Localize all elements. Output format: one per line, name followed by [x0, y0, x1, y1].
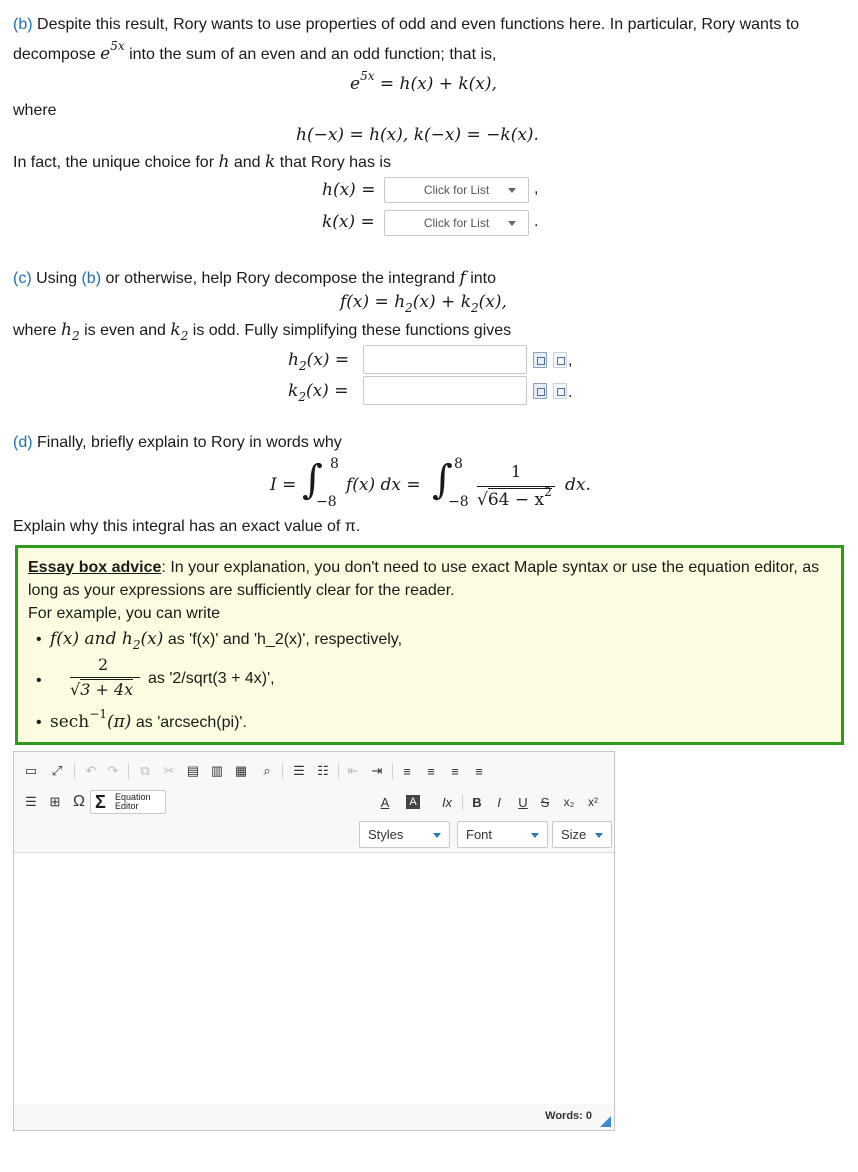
- h2-answer-input[interactable]: [363, 345, 527, 374]
- cut-icon[interactable]: ✂: [163, 763, 175, 778]
- advice-line2: long as your expressions are sufficiently clear for the reader.: [28, 582, 455, 599]
- decomposition-equation: [350, 69, 497, 94]
- bullet-dot: •: [36, 672, 42, 689]
- advice-bullet-1: [28, 625, 831, 653]
- size-dropdown[interactable]: [552, 821, 612, 848]
- k2-symbol: [170, 320, 189, 343]
- b1-text: as 'f(x)' and 'h_2(x)', respectively,: [167, 631, 403, 648]
- h2-punct: ,: [568, 352, 573, 369]
- lower-limit-1: −8: [316, 494, 337, 510]
- find-icon[interactable]: ⌕: [263, 763, 271, 778]
- separator: [462, 794, 463, 810]
- underline-button[interactable]: U: [518, 794, 528, 810]
- integrand-decomposition: [340, 292, 507, 315]
- f-eq-end: (x),: [478, 292, 507, 312]
- upper-limit-1: 8: [330, 456, 339, 472]
- fact-h: h: [218, 152, 230, 172]
- part-b-intro-post: into the sum of an even and an odd function; that is,: [129, 46, 497, 63]
- redo-icon[interactable]: ↷: [107, 763, 119, 778]
- part-b-intro-line2: [13, 39, 497, 64]
- background-color-button[interactable]: A: [406, 795, 420, 809]
- part-b-decompose-word: decompose: [13, 46, 96, 63]
- denom-exp: 2: [544, 485, 552, 499]
- chevron-down-icon: [433, 833, 441, 838]
- k2-label: [288, 381, 349, 404]
- b2-numerator: 2: [98, 655, 109, 674]
- part-d-label: (d): [13, 434, 33, 451]
- separator: [128, 763, 129, 779]
- sigma-icon: Σ: [95, 792, 106, 812]
- parity-properties: h(−x) = h(x), k(−x) = −k(x).: [296, 125, 539, 145]
- where-pre: where: [13, 322, 57, 339]
- eq-rhs: = h(x) + k(x),: [374, 74, 497, 94]
- h-choice-dropdown[interactable]: [384, 177, 529, 203]
- h2-label: [288, 350, 350, 373]
- b2-den-text: 3 + 4x: [80, 680, 134, 699]
- h2-label-letter: h: [288, 350, 299, 370]
- part-d-text: Finally, briefly explain to Rory in words why: [37, 434, 342, 451]
- maximize-icon[interactable]: ⤢: [51, 763, 63, 778]
- b3-text: as 'arcsech(pi)'.: [135, 714, 247, 731]
- b1-math-end: (x): [140, 629, 164, 649]
- styles-dropdown[interactable]: [359, 821, 450, 848]
- k2-label-end: (x) =: [305, 381, 349, 401]
- b2-denominator: [70, 678, 133, 701]
- source-icon[interactable]: ▭: [24, 763, 38, 778]
- font-color-button[interactable]: A: [380, 794, 390, 810]
- strikethrough-button[interactable]: S: [540, 794, 550, 810]
- k-dropdown-text: Click for List: [423, 216, 490, 230]
- fact-k: k: [265, 152, 276, 172]
- integral-I-label: I =: [270, 475, 297, 495]
- f-eq: f(x) = h: [340, 292, 406, 312]
- preview-icon[interactable]: [533, 383, 547, 399]
- b1-sub: 2: [132, 638, 141, 652]
- b1-math: f(x) and h: [50, 629, 133, 649]
- h-label: h(x) =: [322, 180, 376, 200]
- outdent-icon[interactable]: ⇤: [347, 763, 359, 778]
- k2-answer-input[interactable]: [363, 376, 527, 405]
- equation-editor-label1: Equation: [115, 792, 151, 802]
- subscript-button[interactable]: x₂: [563, 795, 575, 809]
- advice-line1: [28, 556, 831, 579]
- bullet-dot: •: [36, 631, 42, 648]
- f-eq-mid: (x) + k: [412, 292, 472, 312]
- upper-limit-2: 8: [454, 456, 463, 472]
- chevron-down-icon: [508, 221, 516, 226]
- resize-handle-icon[interactable]: [600, 1116, 611, 1127]
- preview-icon[interactable]: [533, 352, 547, 368]
- part-c-into: into: [470, 270, 497, 287]
- k-punct: .: [534, 213, 539, 230]
- eq-exp-power: 5x: [360, 69, 375, 83]
- copy-icon[interactable]: ⧉: [140, 763, 150, 778]
- font-dropdown[interactable]: [457, 821, 548, 848]
- k2-sub: 2: [471, 301, 479, 315]
- where-text: where: [13, 102, 57, 119]
- denom-text: 64 − x: [487, 490, 545, 510]
- odd-text: is odd. Fully simplifying these functions gives: [192, 322, 512, 339]
- lower-limit-2: −8: [448, 494, 469, 510]
- indent-icon[interactable]: ⇥: [371, 763, 383, 778]
- bold-button[interactable]: B: [472, 794, 482, 810]
- k2-letter: k: [170, 320, 181, 340]
- integral-sign-2: ∫: [432, 457, 453, 503]
- bulleted-list-icon[interactable]: ☷: [317, 763, 329, 778]
- h2-sub: 2: [405, 301, 413, 315]
- fraction-denominator: [477, 485, 552, 510]
- advice-bullet-3: [28, 705, 831, 733]
- equation-editor-button[interactable]: [90, 790, 166, 814]
- separator: [338, 763, 339, 779]
- equation-editor-label2: Editor: [115, 801, 139, 811]
- superscript-button[interactable]: x²: [588, 795, 598, 809]
- part-b-intro-line1: [13, 16, 799, 34]
- advice-line3: For example, you can write: [28, 605, 221, 622]
- separator: [392, 763, 393, 779]
- essay-text-area[interactable]: [14, 852, 614, 1104]
- k-choice-dropdown[interactable]: [384, 210, 529, 236]
- align-right-icon[interactable]: ≡: [451, 763, 459, 779]
- part-c-ref: (b): [81, 270, 102, 287]
- explain-text: Explain why this integral has an exact value of π.: [13, 518, 361, 535]
- h2-label-end: (x) =: [306, 350, 350, 370]
- b3-math: sech: [50, 712, 90, 732]
- chevron-down-icon: [508, 188, 516, 193]
- eq-exp-base: e: [350, 74, 361, 94]
- separator: [74, 763, 75, 779]
- sqrt-sign: √: [477, 490, 488, 510]
- part-b-intro-text: Despite this result, Rory wants to use properties of odd and even functions here. In particular, Rory wants to: [37, 16, 800, 33]
- align-left-icon[interactable]: ≡: [403, 763, 411, 779]
- part-c-line2: [13, 320, 512, 343]
- word-count: Words: 0: [545, 1110, 592, 1122]
- part-c-label: (c): [13, 270, 32, 287]
- undo-icon[interactable]: ↶: [85, 763, 97, 778]
- essay-editor: [13, 751, 615, 1131]
- part-c-text-post: or otherwise, help Rory decompose the integrand: [105, 270, 456, 287]
- table-icon[interactable]: ⊞: [49, 794, 61, 809]
- fact-line: [13, 152, 391, 172]
- h2-label-sub: 2: [298, 359, 307, 373]
- essay-advice-box: [15, 545, 844, 745]
- italic-button[interactable]: I: [497, 794, 501, 810]
- h-dropdown-text: Click for List: [423, 183, 490, 197]
- chevron-down-icon: [531, 833, 539, 838]
- syntax-help-icon[interactable]: [553, 383, 567, 399]
- fact-pre: In fact, the unique choice for: [13, 154, 215, 171]
- part-c-text-pre: Using: [36, 270, 78, 287]
- font-label: Font: [466, 827, 493, 842]
- part-b-label: (b): [13, 16, 33, 33]
- numbered-list-icon[interactable]: ☰: [293, 763, 305, 778]
- advice-line1-text: : In your explanation, you don't need to use exact Maple syntax or use the equation editor, as: [161, 559, 820, 576]
- paste-word-icon[interactable]: ▦: [234, 763, 248, 778]
- k2-symbol-sub: 2: [180, 329, 189, 343]
- h-punct: ,: [534, 180, 539, 197]
- b3-sup: −1: [89, 707, 107, 721]
- b2-text: as '2/sqrt(3 + 4x)',: [148, 670, 275, 687]
- advice-bullet-2: [28, 653, 831, 705]
- b3-arg: (π): [106, 712, 132, 732]
- k-label: k(x) =: [322, 212, 375, 232]
- fact-post: that Rory has is: [279, 154, 391, 171]
- paste-text-icon[interactable]: ▥: [210, 763, 224, 778]
- exp-power: 5x: [110, 39, 125, 53]
- h2-symbol: [61, 320, 80, 343]
- h2-letter: h: [61, 320, 72, 340]
- f-symbol: f: [459, 268, 466, 288]
- syntax-help-icon[interactable]: [553, 352, 567, 368]
- chevron-down-icon: [595, 833, 603, 838]
- part-c-line1: [13, 268, 496, 288]
- h2-symbol-sub: 2: [71, 329, 80, 343]
- align-justify-icon[interactable]: ≡: [475, 763, 483, 779]
- k2-label-letter: k: [288, 381, 299, 401]
- exp-base: e: [100, 44, 111, 64]
- align-center-icon[interactable]: ≡: [427, 763, 435, 779]
- k2-label-sub: 2: [298, 390, 306, 404]
- special-char-icon[interactable]: Ω: [73, 793, 85, 810]
- fraction-numerator: 1: [511, 462, 522, 481]
- size-label: Size: [561, 827, 587, 842]
- separator: [282, 763, 283, 779]
- bullet-dot: •: [36, 714, 42, 731]
- styles-label: Styles: [368, 827, 404, 842]
- even-text: is even and: [84, 322, 166, 339]
- integral-sign-1: ∫: [302, 457, 323, 503]
- k2-punct: .: [568, 384, 573, 401]
- dx-text: dx.: [565, 475, 591, 495]
- part-d-line1: [13, 434, 342, 452]
- remove-format-button[interactable]: Ix: [441, 794, 453, 810]
- b2-sqrt: √: [70, 680, 81, 699]
- integrand-f: f(x) dx =: [346, 475, 421, 495]
- fact-and: and: [233, 154, 261, 171]
- paste-icon[interactable]: ▤: [186, 763, 200, 778]
- horizontal-line-icon[interactable]: ☰: [25, 794, 37, 809]
- advice-head: Essay box advice: [28, 559, 162, 576]
